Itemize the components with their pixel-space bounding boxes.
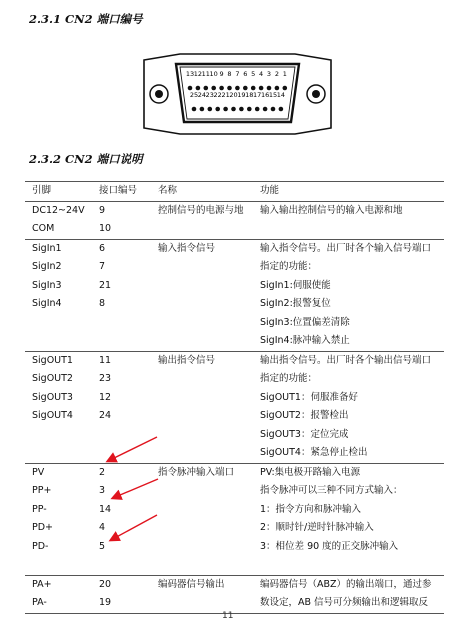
connector-pin	[235, 86, 240, 91]
cell-function: SigOUT3：定位完成	[260, 428, 349, 440]
connector-pin	[271, 107, 276, 112]
cell-pin: SigIn4	[32, 298, 62, 309]
cell-name	[151, 407, 253, 426]
connector-pin	[211, 86, 216, 91]
cell-name: 输出指令信号	[151, 351, 253, 370]
cell-number: 4	[99, 522, 106, 533]
cell-number: 3	[99, 485, 106, 496]
table-row	[25, 501, 444, 520]
cell-pin: PD-	[32, 540, 49, 552]
cell-name	[151, 220, 253, 239]
cell-pin	[25, 444, 92, 463]
cell-function: 3：相位差 90 度的正交脉冲输入	[260, 540, 399, 552]
connector-pin-label: 3	[266, 70, 272, 78]
cell-name	[151, 258, 253, 277]
cell-number	[92, 332, 151, 351]
connector-pin	[263, 107, 268, 112]
table-row	[25, 277, 444, 296]
header-name: 名称	[151, 182, 253, 202]
cell-pin: SigOUT4	[32, 410, 73, 421]
cell-name	[151, 444, 253, 463]
connector-pin-label: 7	[235, 70, 240, 78]
cell-name	[151, 295, 253, 314]
cell-number	[92, 556, 151, 575]
connector-pin-label: 6	[243, 70, 248, 78]
cell-pin	[25, 332, 92, 351]
cell-pin: PA+	[25, 575, 92, 594]
cell-name	[151, 332, 253, 351]
connector-pin	[215, 107, 220, 112]
cell-number: 8	[99, 298, 106, 309]
cell-number: 19	[92, 594, 151, 613]
cell-number: 7	[99, 261, 106, 272]
cell-function: PV:集电极开路输入电源	[253, 463, 444, 482]
section-title-port-description: 2.3.2 CN2 端口说明	[29, 152, 143, 166]
cell-pin: SigOUT3	[32, 391, 73, 403]
cell-number: 21	[99, 279, 112, 291]
cell-function: 指定的功能：	[260, 261, 318, 272]
connector-pin	[231, 107, 236, 112]
cell-pin	[25, 426, 92, 445]
cell-function: 输入输出控制信号的输入电源和地	[253, 201, 444, 220]
connector-pin-label: 23	[205, 91, 214, 99]
connector-pin	[192, 107, 197, 112]
cell-pin	[25, 314, 92, 333]
connector-pin	[251, 86, 256, 91]
connector-pin-label: 21	[221, 91, 230, 99]
db25-connector-diagram	[140, 50, 335, 138]
cell-name	[151, 538, 253, 557]
cell-pin: PP+	[32, 485, 52, 496]
cell-function: 编码器信号（ABZ）的输出端口，通过参	[253, 575, 444, 594]
connector-pin	[259, 86, 264, 91]
table-row	[25, 370, 444, 389]
cell-pin: SigOUT1	[25, 351, 92, 370]
cell-function: SigIn2:报警复位	[260, 298, 331, 309]
connector-pin	[208, 107, 213, 112]
cell-function: 输出指令信号。出厂时各个输出信号端口	[253, 351, 444, 370]
cell-pin: SigIn2	[32, 261, 62, 272]
connector-pin	[196, 86, 201, 91]
cell-name	[151, 482, 253, 501]
cell-pin: COM	[32, 223, 55, 234]
table-row	[25, 258, 444, 277]
cell-name: 编码器信号输出	[151, 575, 253, 594]
page-number: 11	[222, 611, 234, 621]
connector-pin-label: 14	[276, 91, 286, 99]
cell-pin: SigIn1	[25, 239, 92, 258]
connector-pin	[219, 86, 224, 91]
cell-number: 5	[99, 540, 106, 552]
cell-function: 1：指令方向和脉冲输入	[260, 503, 362, 515]
table-row	[25, 426, 444, 445]
table-row	[25, 538, 444, 557]
table-row	[25, 444, 444, 463]
cell-number: 23	[99, 373, 112, 384]
section-title-port-numbering: 2.3.1 CN2 端口编号	[29, 12, 143, 26]
cell-name: 输入指令信号	[151, 239, 253, 258]
connector-pin	[243, 86, 248, 91]
cell-pin: PD+	[32, 522, 54, 533]
cell-function: 输入指令信号。出厂时各个输入信号端口	[253, 239, 444, 258]
table-row	[25, 519, 444, 538]
cell-function: 数设定，AB 信号可分频输出和逻辑取反	[253, 594, 444, 613]
connector-pin-label: 25	[189, 91, 199, 99]
cell-function: SigOUT4：紧急停止检出	[260, 447, 368, 458]
cell-number	[92, 426, 151, 445]
connector-pin-label: 19	[237, 91, 246, 99]
connector-pin	[188, 86, 193, 91]
table-row	[25, 201, 444, 220]
mounting-hole-right	[307, 85, 325, 103]
connector-pin	[267, 86, 272, 91]
cell-pin: DC12~24V	[25, 201, 92, 220]
header-function: 功能	[253, 182, 444, 202]
connector-pin-label: 13	[185, 70, 195, 78]
connector-pin	[275, 86, 280, 91]
cell-function: 指令脉冲可以三种不同方式输入：	[260, 485, 403, 496]
cell-function: SigOUT1：伺服准备好	[260, 391, 358, 403]
table-row	[25, 556, 444, 575]
table-row	[25, 389, 444, 408]
cell-function: SigIn1:伺服使能	[260, 279, 331, 291]
cell-name	[151, 501, 253, 520]
table-row	[25, 594, 444, 613]
cell-name: 控制信号的电源与地	[151, 201, 253, 220]
connector-pin-label: 9	[219, 70, 224, 78]
table-row	[25, 332, 444, 351]
connector-pin-label: 20	[229, 91, 238, 99]
connector-pin-label: 17	[253, 91, 262, 99]
table-row	[25, 314, 444, 333]
cell-number: 10	[99, 223, 112, 234]
cell-function: SigIn3:位置偏差清除	[260, 316, 350, 328]
connector-pin-label: 2	[274, 70, 279, 78]
connector-pin	[279, 107, 284, 112]
mounting-hole-left	[150, 85, 168, 103]
cell-number: 11	[92, 351, 151, 370]
cell-function: 指定的功能：	[260, 373, 318, 384]
table-row	[25, 351, 444, 370]
cell-number: 9	[92, 201, 151, 220]
connector-pin-label: 16	[260, 91, 270, 99]
table-row	[25, 463, 444, 482]
cell-function: SigIn4:脉冲输入禁止	[260, 335, 350, 346]
cell-pin: SigIn3	[32, 279, 62, 291]
cell-number: 6	[92, 239, 151, 258]
cell-number: 2	[92, 463, 151, 482]
connector-pin-label: 24	[197, 91, 207, 99]
connector-pin-label: 4	[259, 70, 264, 78]
cell-pin: PA-	[25, 594, 92, 613]
cell-name	[151, 556, 253, 575]
table-row	[25, 295, 444, 314]
connector-pin	[283, 86, 288, 91]
pin-description-table	[25, 181, 444, 614]
cell-pin: PP-	[32, 503, 47, 515]
cell-name	[151, 277, 253, 296]
cell-number	[92, 444, 151, 463]
cell-number: 24	[99, 410, 112, 421]
cell-pin: SigOUT2	[32, 373, 73, 384]
connector-pin-label: 10	[209, 70, 218, 78]
cell-number: 14	[99, 503, 112, 515]
cell-name	[151, 370, 253, 389]
cell-pin: PV	[25, 463, 92, 482]
cell-number	[92, 314, 151, 333]
header-number: 接口编号	[92, 182, 151, 202]
table-row	[25, 239, 444, 258]
cell-function	[253, 220, 444, 239]
connector-pin	[204, 86, 209, 91]
connector-pin	[255, 107, 260, 112]
connector-pin	[247, 107, 252, 112]
table-row	[25, 482, 444, 501]
table-header-row	[25, 182, 444, 202]
cell-function: 2：顺时针/逆时针脉冲输入	[260, 522, 374, 533]
connector-pin	[227, 86, 232, 91]
connector-pin-label: 22	[213, 91, 222, 99]
connector-pin-label: 8	[227, 70, 232, 78]
table-row	[25, 220, 444, 239]
cell-name	[151, 314, 253, 333]
cell-function: SigOUT2：报警检出	[260, 410, 349, 421]
cell-name	[151, 594, 253, 613]
connector-pin-label: 15	[268, 91, 278, 99]
connector-pin-label: 5	[251, 70, 256, 78]
cell-function	[253, 556, 444, 575]
connector-pin-label: 1	[282, 70, 287, 78]
table-row	[25, 407, 444, 426]
header-pin: 引脚	[25, 182, 92, 202]
connector-pin-label: 12	[193, 70, 203, 78]
connector-pin	[200, 107, 205, 112]
cell-name	[151, 389, 253, 408]
cell-number: 20	[92, 575, 151, 594]
connector-pin-label: 11	[201, 70, 210, 78]
connector-pin-label: 18	[245, 91, 254, 99]
cell-name	[151, 519, 253, 538]
cell-number: 12	[99, 391, 112, 403]
table-row	[25, 575, 444, 594]
cell-pin	[25, 556, 92, 575]
connector-pin	[223, 107, 228, 112]
cell-name: 指令脉冲输入端口	[151, 463, 253, 482]
connector-pin	[239, 107, 244, 112]
cell-name	[151, 426, 253, 445]
